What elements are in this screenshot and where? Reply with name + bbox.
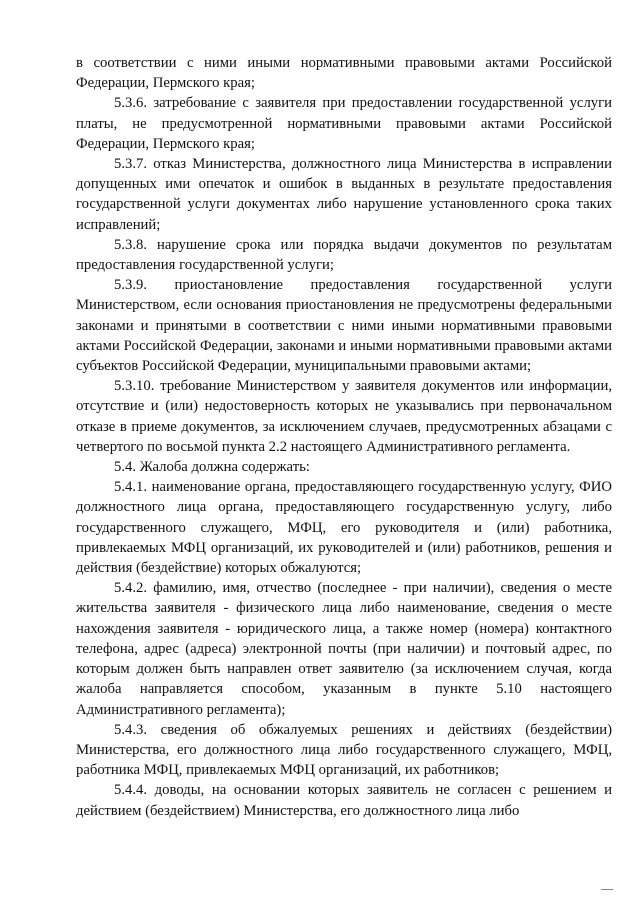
- scan-edge-mark: [601, 889, 613, 890]
- paragraph-continuation: в соответствии с ними иными нормативными правовыми актами Российской Федерации, Пермского края;: [76, 55, 612, 92]
- paragraph-5-3-8: 5.3.8. нарушение срока или порядка выдачи документов по результатам предоставления государственной услуги;: [76, 236, 612, 274]
- document-body: [76, 53, 612, 821]
- paragraph-5-3-7: 5.3.7. отказ Министерства, должностного лица Министерства в исправлении допущенных ими опечаток и ошибок в выданных в результате предоставления государственной услуги документах либо нарушение установленного срока таких исправлений;: [76, 156, 612, 233]
- paragraph-5-3-9: 5.3.9. приостановление предоставления государственной услуги Министерством, если основания приостановления не предусмотрены федеральными законами и принятыми в соответствии с ними иными нормативными правовыми актами Российской Федерации, законами и иными нормативными правовыми актами субъектов Российской Федерации, муниципальными правовыми актами;: [76, 277, 612, 375]
- paragraph-5-3-10: 5.3.10. требование Министерством у заявителя документов или информации, отсутствие и (или) недостоверность которых не указывались при первоначальном отказе в приеме документов, за исключением случаев, предусмотренных абзацами с четвертого по восьмой пункта 2.2 настоящего Административного регламента.: [76, 378, 612, 455]
- paragraph-5-3-6: 5.3.6. затребование с заявителя при предоставлении государственной услуги платы, не предусмотренной нормативными правовыми актами Российской Федерации, Пермского края;: [76, 95, 612, 152]
- paragraph-5-4-3: 5.4.3. сведения об обжалуемых решениях и действиях (бездействии) Министерства, его должностного лица либо государственного служащего, МФЦ, работника МФЦ, привлекаемых МФЦ организаций, их работников;: [76, 721, 612, 779]
- paragraph-5-4-4: 5.4.4. доводы, на основании которых заявитель не согласен с решением и действием (бездействием) Министерства, его должностного лица либо: [76, 782, 612, 819]
- paragraph-5-4-1: 5.4.1. наименование органа, предоставляющего государственную услугу, ФИО должностного лица органа, предоставляющего государственную услугу, либо государственного служащего, МФЦ, его руководителя и (или) работника, привлекаемых МФЦ организаций, их руководителей и (или) работников, решения и действия (бездействие) которых обжалуются;: [76, 479, 612, 577]
- paragraph-5-4-2: 5.4.2. фамилию, имя, отчество (последнее - при наличии), сведения о месте жительства заявителя - физического лица либо наименование, сведения о месте нахождения заявителя - юридического лица, а также номер (номера) контактного телефона, адрес (адреса) электронной почты (при наличии) и почтовый адрес, по которым должен быть направлен ответ заявителю (за исключением случая, когда жалоба направляется способом, указанным в пункте 5.10 настоящего Административного регламента);: [76, 580, 612, 718]
- paragraph-5-4: 5.4. Жалоба должна содержать:: [114, 459, 310, 476]
